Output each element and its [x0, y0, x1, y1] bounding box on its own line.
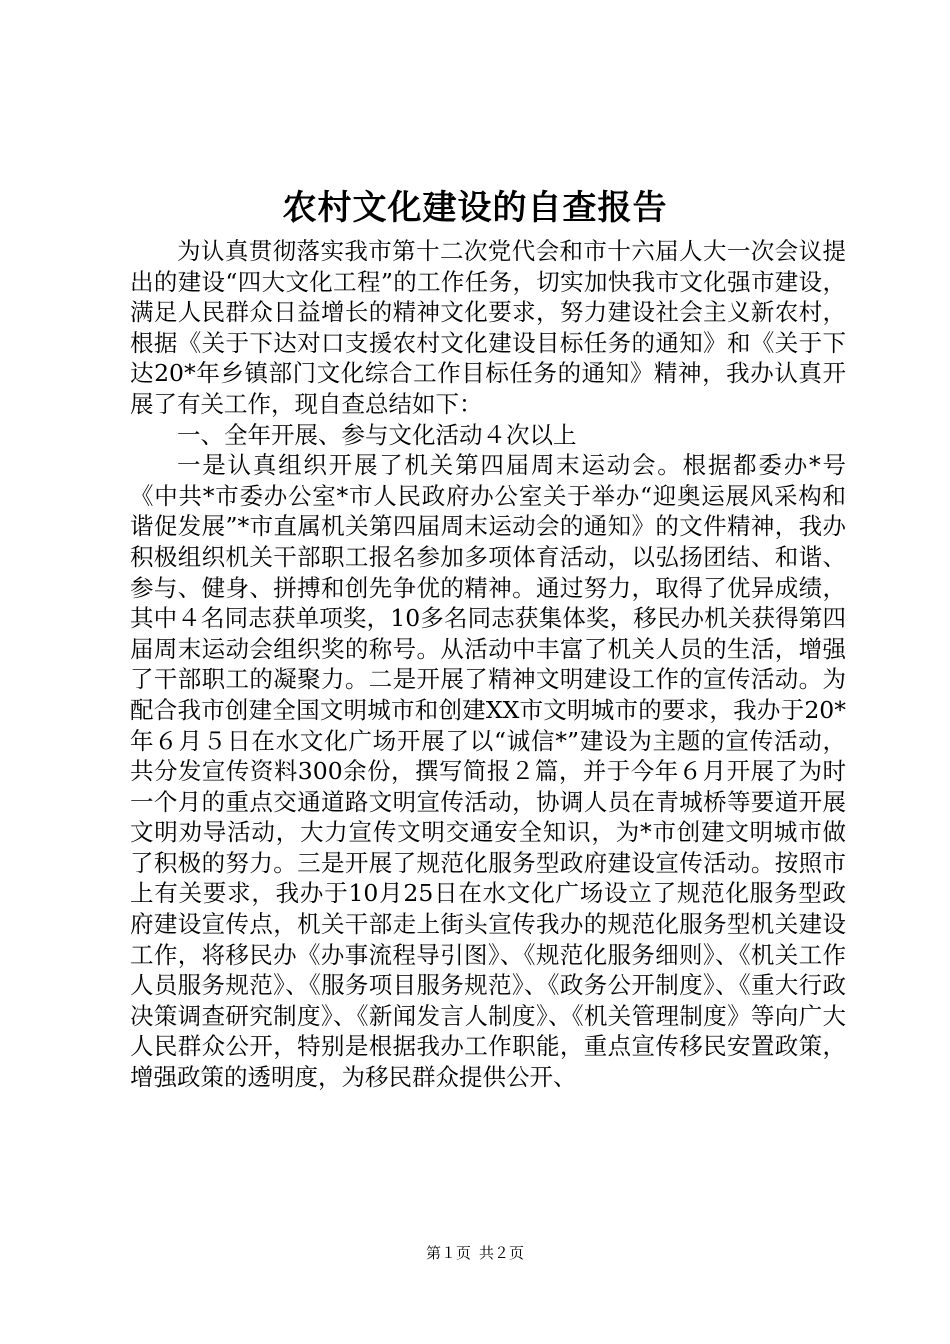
page-footer [0, 1243, 950, 1263]
page-total: 共２页 [479, 1244, 525, 1262]
document-title: 农村文化建设的自查报告 [282, 188, 668, 228]
section-heading-1: 一、全年开展、参与文化活动４次以上 [177, 420, 577, 449]
paragraph-intro: 为认真贯彻落实我市第十二次党代会和市十六届人大一次会议提出的建设“四大文化工程”的工作任务，切实加快我市文化强市建设，满足人民群众日益增长的精神文化要求，努力建设社会主义新农村，根据《关于下达对口支援农村文化建设目标任务的通知》和《关于下达20*年乡镇部门文化综合工作目标任务的通知》精神，我办认真开展了有关工作，现自查总结如下： [130, 237, 846, 418]
page-number: 第１页 [425, 1244, 471, 1262]
paragraph-activities: 一是认真组织开展了机关第四届周末运动会。根据都委办*号《中共*市委办公室*市人民政府办公室关于举办“迎奥运展风采构和谐促发展”*市直属机关第四届周末运动会的通知》的文件精神，我办积极组织机关干部职工报名参加多项体育活动，以弘扬团结、和谐、参与、健身、拼搏和创先争优的精神。通过努力，取得了优异成绩，其中４名同志获单项奖，10多名同志获集体奖，移民办机关获得第四届周末运动会组织奖的称号。从活动中丰富了机关人员的生活，增强了干部职工的凝聚力。二是开展了精神文明建设工作的宣传活动。为配合我市创建全国文明城市和创建XX市文明城市的要求，我办于20*年６月５日在水文化广场开展了以“诚信*”建设为主题的宣传活动，共分发宣传资料300余份，撰写简报２篇，并于今年６月开展了为时一个月的重点交通道路文明宣传活动，协调人员在青城桥等要道开展文明劝导活动，大力宣传文明交通安全知识，为*市创建文明城市做了积极的努力。三是开展了规范化服务型政府建设宣传活动。按照市上有关要求，我办于10月25日在水文化广场设立了规范化服务型政府建设宣传点，机关干部走上街头宣传我办的规范化服务型机关建设工作，将移民办《办事流程导引图》、《规范化服务细则》、《机关工作人员服务规范》、《服务项目服务规范》、《政务公开制度》、《重大行政决策调查研究制度》、《新闻发言人制度》、《机关管理制度》等向广大人民群众公开，特别是根据我办工作职能，重点宣传移民安置政策，增强政策的透明度，为移民群众提供公开、 [130, 451, 846, 1092]
document-body [130, 236, 846, 1093]
